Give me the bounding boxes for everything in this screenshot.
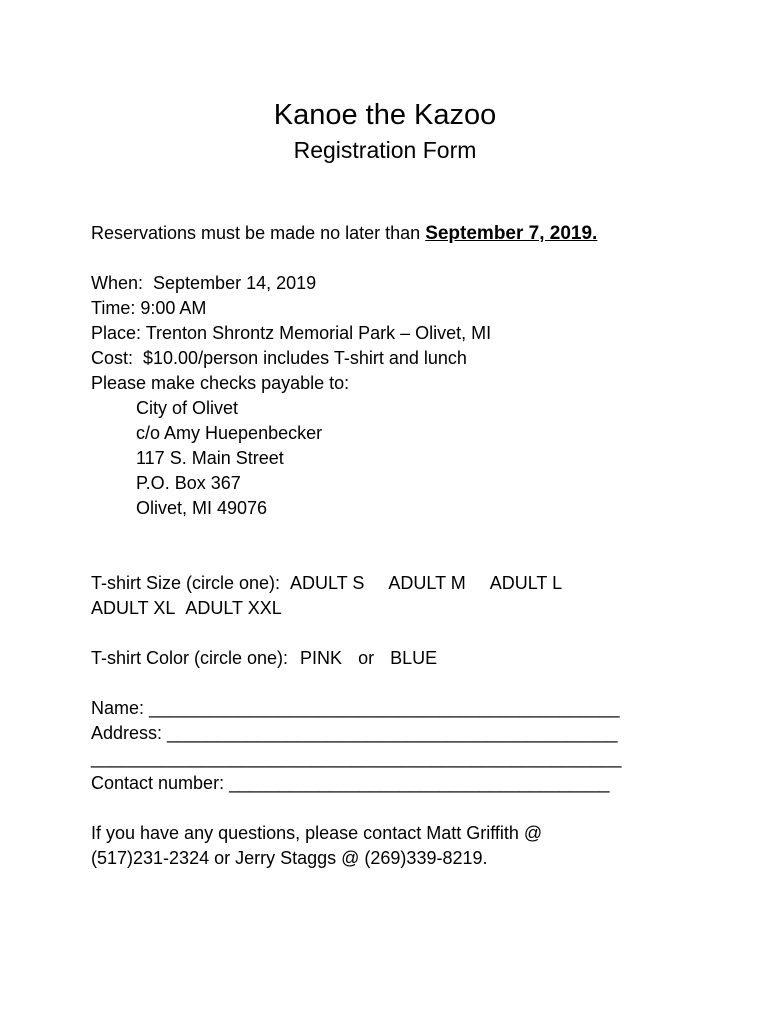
payee-line: Olivet, MI 49076 xyxy=(136,498,268,518)
tshirt-size-row xyxy=(91,572,562,594)
event-when: When: September 14, 2019 xyxy=(91,273,317,293)
address-field-continued[interactable]: _____________________________________________________ xyxy=(91,748,622,768)
payee-line: P.O. Box 367 xyxy=(136,473,241,493)
reservation-notice xyxy=(91,222,597,245)
address-field[interactable]: Address: _____________________________________________ xyxy=(91,723,618,743)
color-separator: or xyxy=(358,648,375,668)
reservation-text: Reservations must be made no later than xyxy=(91,223,426,243)
tshirt-size-row-2 xyxy=(91,597,282,619)
color-option-pink[interactable]: PINK xyxy=(300,648,343,668)
tshirt-color-label: T-shirt Color (circle one): xyxy=(91,648,289,668)
tshirt-color-row xyxy=(91,647,437,669)
size-option-s[interactable]: ADULT S xyxy=(290,573,365,593)
color-option-blue[interactable]: BLUE xyxy=(390,648,438,668)
reservation-deadline: September 7, 2019. xyxy=(425,223,598,244)
size-option-xl[interactable]: ADULT XL xyxy=(91,598,176,618)
payee-line: 117 S. Main Street xyxy=(136,448,284,468)
checks-label: Please make checks payable to: xyxy=(91,373,350,393)
form-title: Kanoe the Kazoo xyxy=(273,99,497,131)
payee-line: c/o Amy Huepenbecker xyxy=(136,423,323,443)
event-time: Time: 9:00 AM xyxy=(91,298,207,318)
contact-number-field[interactable]: Contact number: ______________________________________ xyxy=(91,773,610,793)
size-option-xxl[interactable]: ADULT XXL xyxy=(185,598,282,618)
tshirt-size-label: T-shirt Size (circle one): xyxy=(91,573,281,593)
name-field[interactable]: Name: _______________________________________________ xyxy=(91,698,620,718)
questions-line-2: (517)231-2324 or Jerry Staggs @ (269)339-8219. xyxy=(91,848,488,868)
questions-line-1: If you have any questions, please contact Matt Griffith @ xyxy=(91,823,543,843)
payee-line: City of Olivet xyxy=(136,398,239,418)
event-place: Place: Trenton Shrontz Memorial Park – Olivet, MI xyxy=(91,323,492,343)
event-cost: Cost: $10.00/person includes T-shirt and lunch xyxy=(91,348,467,368)
form-subtitle: Registration Form xyxy=(293,137,477,163)
size-option-l[interactable]: ADULT L xyxy=(489,573,563,593)
size-option-m[interactable]: ADULT M xyxy=(388,573,466,593)
